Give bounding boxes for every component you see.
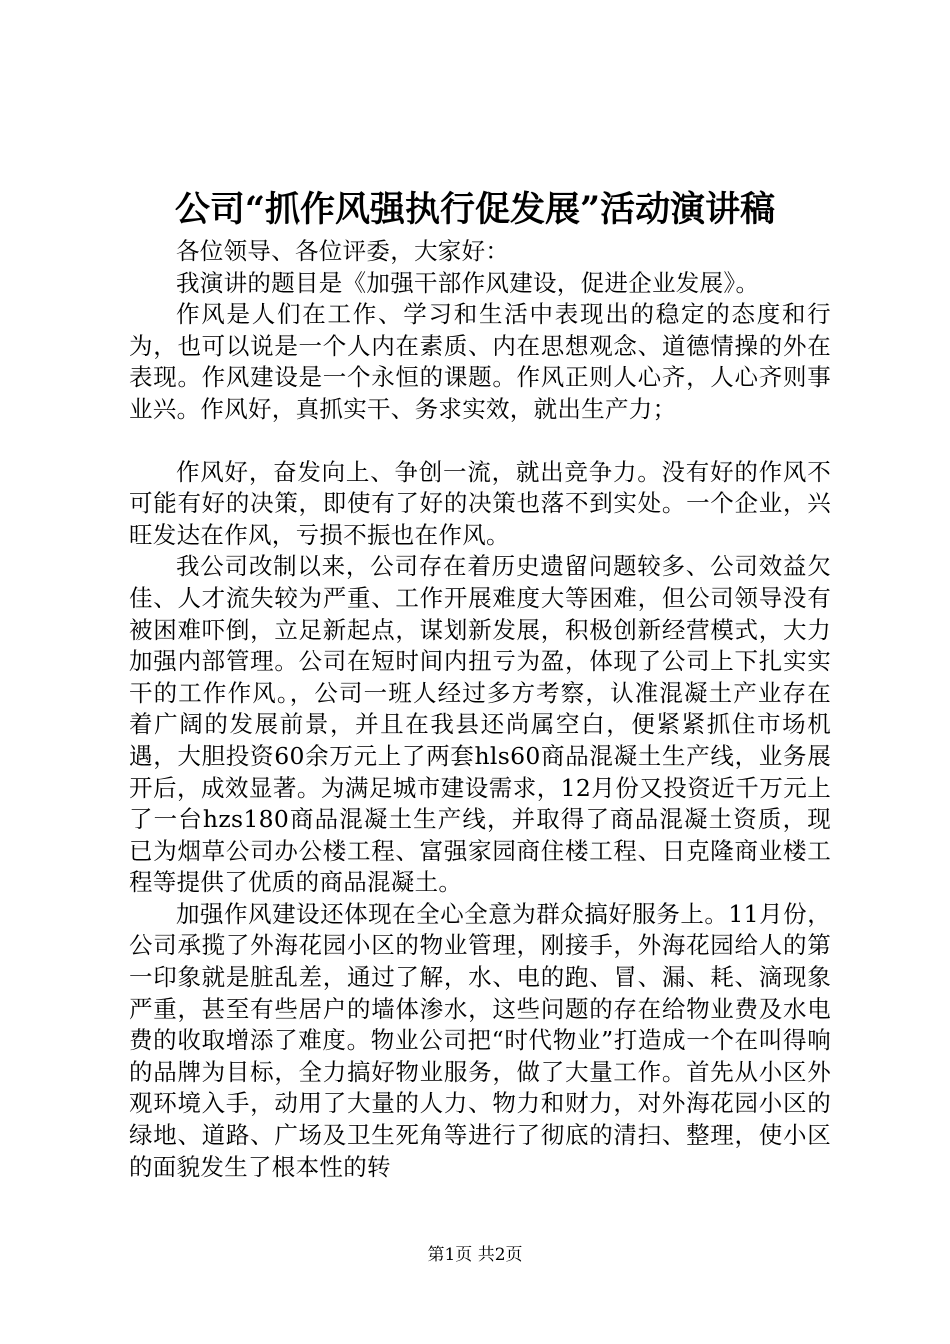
page-footer: 第1页 共2页 [427,1245,523,1265]
body-paragraph: 加强作风建设还体现在全心全意为群众搞好服务上。11月份，公司承揽了外海花园小区的物业管理，刚接手，外海花园给人的第一印象就是脏乱差，通过了解，水、电的跑、冒、漏、耗、滴现象严重，甚至有些居户的墙体渗水，这些问题的存在给物业费及水电费的收取增添了难度。物业公司把“时代物业”打造成一个在叫得响的品牌为目标，全力搞好物业服务，做了大量工作。首先从小区外观环境入手，动用了大量的人力、物力和财力，对外海花园小区的绿地、道路、广场及卫生死角等进行了彻底的清扫、整理，使小区的面貌发生了根本性的转 [129,899,831,1181]
body-paragraph: 作风好，奋发向上、争创一流，就出竞争力。没有好的作风不可能有好的决策，即使有了好的决策也落不到实处。一个企业，兴旺发达在作风，亏损不振也在作风。 [129,457,831,549]
body-paragraph: 作风是人们在工作、学习和生活中表现出的稳定的态度和行为，也可以说是一个人内在素质、内在思想观念、道德情操的外在表现。作风建设是一个永恒的课题。作风正则人心齐，人心齐则事业兴。作风好，真抓实干、务求实效，就出生产力； [129,300,831,423]
topic-paragraph: 我演讲的题目是《加强干部作风建设，促进企业发展》。 [176,268,760,297]
greeting-paragraph: 各位领导、各位评委，大家好： [176,237,510,265]
body-paragraph: 我公司改制以来，公司存在着历史遗留问题较多、公司效益欠佳、人才流失较为严重、工作开展难度大等困难，但公司领导没有被困难吓倒，立足新起点，谋划新发展，积极创新经营模式，大力加强内部管理。公司在短时间内扭亏为盈，体现了公司上下扎实实干的工作作风。，公司一班人经过多方考察，认准混凝土产业存在着广阔的发展前景，并且在我县还尚属空白，便紧紧抓住市场机遇，大胆投资60余万元上了两套hls60商品混凝土生产线，业务展开后，成效显著。为满足城市建设需求，12月份又投资近千万元上了一台hzs180商品混凝土生产线，并取得了商品混凝土资质，现已为烟草公司办公楼工程、富强家园商住楼工程、日克隆商业楼工程等提供了优质的商品混凝土。 [129,552,831,897]
document-body [129,236,831,1183]
document-title: 公司“抓作风强执行促发展”活动演讲稿 [174,189,776,230]
